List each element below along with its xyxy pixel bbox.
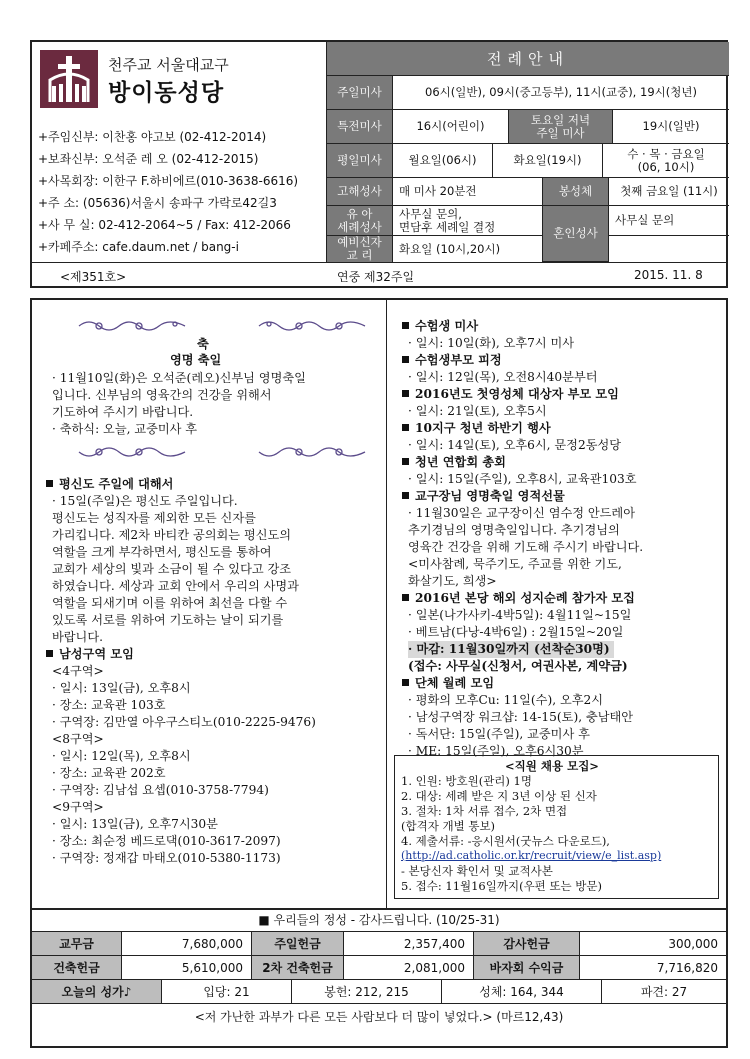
ornament-right-bottom-icon xyxy=(257,444,367,460)
bishop-gift-text-5: 화살기도, 희생> xyxy=(408,574,497,588)
laity-text-4: 역할을 크게 부각하면서, 평신도를 통하여 xyxy=(52,545,272,559)
parent-retreat-heading xyxy=(402,352,502,369)
offering-bazaar-label: 바자회 수익금 xyxy=(474,956,580,980)
gospel-quote: <저 가난한 과부가 다른 모든 사람보다 더 많이 넣었다.> (마르12,43) xyxy=(194,1009,564,1024)
youth-event-heading xyxy=(402,420,551,437)
offering-thanks-label: 감사헌금 xyxy=(474,932,580,956)
laity-text-8: 있도록 서로를 위하여 기도하는 날이 되기를 xyxy=(52,613,284,627)
church-info xyxy=(32,42,326,262)
bulletin-header xyxy=(30,40,728,288)
meeting-me: · ME: 15일(주일), 오후6시30분 xyxy=(408,744,584,758)
recruitment-box xyxy=(394,755,719,899)
meeting-lectors: · 독서단: 15일(주일), 교중미사 후 xyxy=(408,727,590,741)
communion-meeting-heading xyxy=(402,386,619,403)
infant-info-line1: 사무실 문의, xyxy=(399,206,462,221)
saturday-label-line1: 토요일 저녁 xyxy=(530,112,591,127)
meeting-workshop: · 남성구역장 워크샵: 14-15(토), 충남태안 xyxy=(408,710,634,724)
offering-title: ■ 우리들의 정성 - 감사드립니다. (10/25-31) xyxy=(32,908,726,932)
hymn-recessional: 파견: 27 xyxy=(602,980,726,1004)
saturday-label-line2: 주일 미사 xyxy=(536,125,585,140)
diocese-name: 천주교 서울대교구 xyxy=(108,56,229,74)
bishop-gift-text-3: 영육간 건강을 위해 기도해 주시기 바랍니다. xyxy=(408,540,644,554)
zone4-date: · 일시: 13일(금), 오후8시 xyxy=(52,681,191,695)
contact-pastor: +주임신부: 이찬홍 야고보 (02-412-2014) xyxy=(38,130,267,144)
ornament-left-bottom-icon xyxy=(77,444,187,460)
pilgrimage-deadline: · 마감: 11월30일까지 (선착순30명) xyxy=(408,641,614,658)
contact-assistant: +보좌신부: 오석준 레 오 (02-412-2015) xyxy=(38,152,259,166)
bishop-gift-text-4: <미사참례, 묵주기도, 주교를 위한 기도, xyxy=(408,557,622,571)
communion-label: 봉성체 xyxy=(543,178,609,206)
contact-address: +주 소: (05636)서울시 송파구 가락로42길3 xyxy=(38,196,277,210)
meeting-legion: · 평화의 모후Cu: 11일(수), 오후2시 xyxy=(408,693,604,707)
bullet-icon xyxy=(402,594,409,601)
zone8-heading: <8구역> xyxy=(52,732,104,746)
bullet-icon xyxy=(402,356,409,363)
hymn-offertory: 봉헌: 212, 215 xyxy=(292,980,442,1004)
recruit-link[interactable]: (http://ad.catholic.or.kr/recruit/view/e_list.asp) xyxy=(401,849,662,862)
offering-building-value: 5,610,000 xyxy=(122,956,252,980)
laity-text-2: 평신도는 성직자를 제외한 모든 신자를 xyxy=(52,511,256,525)
confession-label: 고해성사 xyxy=(327,178,393,206)
feast-celebration: · 축하식: 오늘, 교중미사 후 xyxy=(52,422,198,436)
hymn-label: 오늘의 성가♪ xyxy=(32,980,162,1004)
ornament-right-top-icon xyxy=(257,318,367,334)
bullet-icon xyxy=(402,424,409,431)
exam-mass-heading xyxy=(402,318,478,335)
zone9-date: · 일시: 13일(금), 오후7시30분 xyxy=(52,817,218,831)
offering-building2-value: 2,081,000 xyxy=(344,956,474,980)
feast-text-1: · 11월10일(화)은 오석준(레오)신부님 영명축일 xyxy=(52,371,306,385)
zone9-place: · 장소: 최순정 베드로댁(010-3617-2097) xyxy=(52,834,281,848)
laity-heading-text: 평신도 주일에 대해서 xyxy=(59,477,174,491)
bishop-gift-text-2: 추기경님의 영명축일입니다. 추기경님의 xyxy=(408,523,620,537)
special-mass-time: 16시(어린이) xyxy=(393,110,509,144)
infant-info-line2: 면담후 세례일 결정 xyxy=(399,219,496,234)
marriage-label: 혼인성사 xyxy=(543,206,609,262)
laity-text-6: 하였습니다. 세상과 교회 안에서 우리의 사명과 xyxy=(52,579,299,593)
recruit-notice: (합격자 개별 통보) xyxy=(401,819,496,833)
catechumen-label-line2: 교 리 xyxy=(346,248,373,262)
contact-council: +사목회장: 이한구 F.하비에르(010-3638-6616) xyxy=(38,174,299,188)
bullet-icon xyxy=(402,458,409,465)
offering-sunday-value: 2,357,400 xyxy=(344,932,474,956)
youth-event-heading-text: 10지구 청년 하반기 행사 xyxy=(415,421,551,435)
weekday-mass-label: 평일미사 xyxy=(327,144,393,178)
recruit-documents: 4. 제출서류: -응시원서(굿뉴스 다운로드), xyxy=(401,834,610,848)
laity-text-7: 역할을 되새기며 이를 위하여 최선을 다할 수 xyxy=(52,596,288,610)
communion-meeting-date: · 일시: 21일(토), 오후5시 xyxy=(408,404,547,418)
bishop-gift-heading-text: 교구장님 영명축일 영적선물 xyxy=(415,489,565,503)
church-logo-icon xyxy=(40,50,98,108)
offering-sunday-label: 주일헌금 xyxy=(252,932,344,956)
recruit-documents-2: - 본당신자 확인서 및 교적사본 xyxy=(401,864,553,878)
youth-assembly-date: · 일시: 15일(주일), 오후8시, 교육관103호 xyxy=(408,472,637,486)
zone8-date: · 일시: 12일(목), 오후8시 xyxy=(52,749,191,763)
feast-heading-2: 영명 축일 xyxy=(170,353,222,367)
recruit-deadline: 5. 접수: 11월16일까지(우편 또는 방문) xyxy=(401,879,603,893)
feast-heading-1: 축 xyxy=(197,337,209,351)
wed-fri-mass xyxy=(603,144,729,178)
pilgrimage-application: (접수: 사무실(신청서, 여권사본, 계약금) xyxy=(408,659,628,673)
pilgrimage-japan: · 일본(나가사키-4박5일): 4월11일~15일 xyxy=(408,608,632,622)
offering-tithe-label: 교무금 xyxy=(32,932,122,956)
infant-label-line1: 유 아 xyxy=(346,206,373,221)
wed-fri-times: (06, 10시) xyxy=(637,159,695,174)
offering-table xyxy=(30,908,728,1048)
zone8-leader: · 구역장: 김남섭 요셉(010-3758-7794) xyxy=(52,783,269,797)
pilgrimage-heading-text: 2016년 본당 해외 성지순례 참가자 모집 xyxy=(415,591,635,605)
hymn-entrance: 입당: 21 xyxy=(162,980,292,1004)
zone4-place: · 장소: 교육관 103호 xyxy=(52,698,166,712)
offering-building2-label: 2차 건축헌금 xyxy=(252,956,344,980)
infant-baptism-info xyxy=(393,206,543,236)
youth-event-date: · 일시: 14일(토), 오후6시, 문정2동성당 xyxy=(408,438,622,452)
bishop-gift-heading xyxy=(402,488,565,505)
liturgy-table xyxy=(326,42,728,262)
marriage-info: 사무실 문의 xyxy=(609,206,729,236)
offering-tithe-value: 7,680,000 xyxy=(122,932,252,956)
monthly-meeting-heading-text: 단체 월례 모임 xyxy=(415,676,495,690)
parent-retreat-date: · 일시: 12일(목), 오전8시40분부터 xyxy=(408,370,598,384)
bullet-icon xyxy=(46,480,53,487)
monthly-meeting-heading xyxy=(402,675,494,692)
infant-baptism-label xyxy=(327,206,393,236)
saturday-mass-time: 19시(일반) xyxy=(613,110,729,144)
youth-assembly-heading-text: 청년 연합회 총회 xyxy=(415,455,506,469)
communion-meeting-heading-text: 2016년도 첫영성체 대상자 부모 모임 xyxy=(415,387,619,401)
offering-bazaar-value: 7,716,820 xyxy=(580,956,726,980)
confession-time: 매 미사 20분전 xyxy=(393,178,543,206)
sunday-mass-times: 06시(일반), 09시(중고등부), 11시(교중), 19시(청년) xyxy=(393,76,729,110)
zone9-heading: <9구역> xyxy=(52,800,104,814)
liturgy-title: 전례안내 xyxy=(327,42,729,76)
communion-time: 첫째 금요일 (11시) xyxy=(609,178,729,206)
zone4-leader: · 구역장: 김만열 아우구스티노(010-2225-9476) xyxy=(52,715,316,729)
contact-office: +사 무 실: 02-412-2064~5 / Fax: 412-2066 xyxy=(38,218,291,232)
parent-retreat-heading-text: 수험생부모 피정 xyxy=(415,353,502,367)
recruit-process: 3. 절차: 1차 서류 접수, 2차 면접 xyxy=(401,804,568,818)
offering-thanks-value: 300,000 xyxy=(580,932,726,956)
issue-date: 2015. 11. 8 xyxy=(634,268,703,282)
bullet-icon xyxy=(402,322,409,329)
laity-text-5: 교회가 세상의 빛과 소금이 될 수 있다고 강조 xyxy=(52,562,292,576)
saturday-mass-label xyxy=(509,110,613,144)
hymn-communion: 성체: 164, 344 xyxy=(442,980,602,1004)
laity-text-1: · 15일(주일)은 평신도 주일입니다. xyxy=(52,494,238,508)
issue-number: <제351호> xyxy=(60,270,127,284)
sunday-mass-label: 주일미사 xyxy=(327,76,393,110)
issue-sunday: 연중 제32주일 xyxy=(337,270,415,284)
feast-text-3: 기도하여 주시기 바랍니다. xyxy=(52,405,194,419)
special-mass-label: 특전미사 xyxy=(327,110,393,144)
pilgrimage-vietnam: · 베트남(다낭-4박6일) : 2월15일~20일 xyxy=(408,625,624,639)
catechumen-info: 화요일 (10시,20시) xyxy=(393,236,543,262)
pilgrimage-heading xyxy=(402,590,635,607)
bullet-icon xyxy=(402,390,409,397)
monday-mass: 월요일(06시) xyxy=(393,144,493,178)
men-group-heading xyxy=(46,646,134,663)
bullet-icon xyxy=(402,492,409,499)
feast-text-2: 입니다. 신부님의 영육간의 건강을 위해서 xyxy=(52,388,272,402)
tuesday-mass: 화요일(19시) xyxy=(493,144,603,178)
recruit-eligibility: 2. 대상: 세례 받은 지 3년 이상 된 신자 xyxy=(401,789,597,803)
recruit-positions: 1. 인원: 방호원(관리) 1명 xyxy=(401,774,532,788)
laity-text-3: 가리킵니다. 제2차 바티칸 공의회는 평신도의 xyxy=(52,528,292,542)
zone8-place: · 장소: 교육관 202호 xyxy=(52,766,166,780)
bullet-icon xyxy=(402,679,409,686)
contact-cafe: +카페주소: cafe.daum.net / bang-i xyxy=(38,240,239,254)
exam-mass-date: · 일시: 10일(화), 오후7시 미사 xyxy=(408,336,575,350)
offering-building-label: 건축헌금 xyxy=(32,956,122,980)
youth-assembly-heading xyxy=(402,454,506,471)
column-divider xyxy=(386,300,387,908)
issue-bar xyxy=(32,262,726,286)
exam-mass-heading-text: 수험생 미사 xyxy=(415,319,479,333)
men-group-heading-text: 남성구역 모임 xyxy=(59,647,134,661)
zone4-heading: <4구역> xyxy=(52,664,104,678)
wed-fri-days: 수 · 목 · 금요일 xyxy=(627,146,705,161)
catechumen-label-line1: 예비신자 xyxy=(337,235,382,249)
laity-text-9: 바랍니다. xyxy=(52,630,103,644)
zone9-leader: · 구역장: 정재갑 마태오(010-5380-1173) xyxy=(52,851,281,865)
ornament-left-top-icon xyxy=(77,318,187,334)
laity-heading xyxy=(46,476,173,493)
infant-label-line2: 세례성사 xyxy=(337,219,382,234)
church-name: 방이동성당 xyxy=(108,80,225,106)
recruit-title: <직원 채용 모집> xyxy=(505,759,599,773)
bulletin-body xyxy=(30,298,728,910)
bullet-icon xyxy=(46,650,53,657)
bishop-gift-text-1: · 11월30일은 교구장이신 염수정 안드레아 xyxy=(408,506,635,520)
catechumen-label xyxy=(327,236,393,262)
